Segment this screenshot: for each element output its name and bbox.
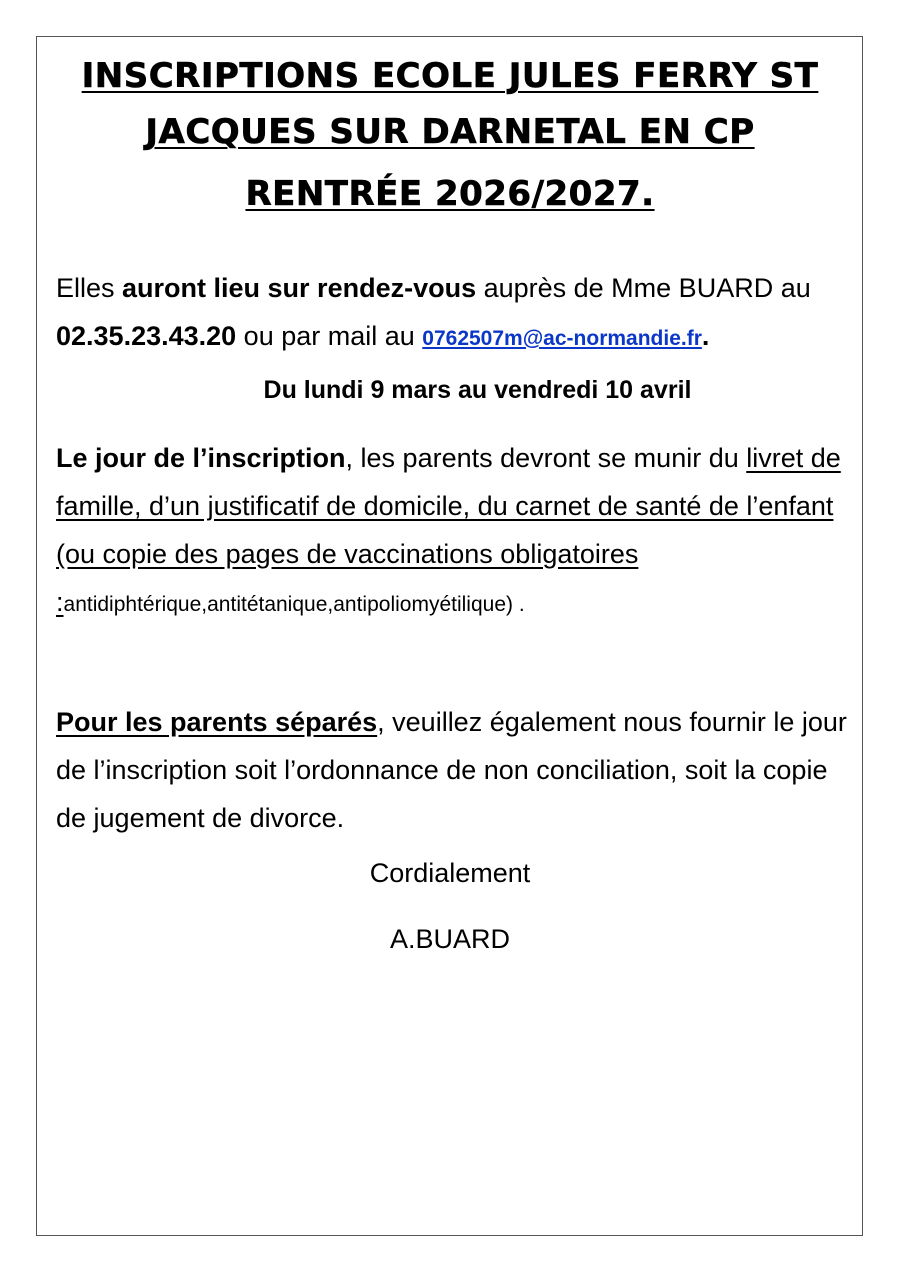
closing-text: Cordialement — [369, 858, 531, 888]
title-line-2: JACQUES SUR DARNETAL EN CP — [145, 112, 755, 152]
documents-paragraph: Le jour de l’inscription, les parents devront se munir du livret de famille, d’un justificatif de domicile, du carnet de santé de l’enfant (ou copie des pages de vaccinations obligatoires :antidiphtérique,antitétanique,antipoliomyétilique) . — [56, 443, 841, 617]
documents-lead: Le jour de l’inscription — [56, 443, 346, 473]
phone-number: 02.35.23.43.20 — [56, 321, 237, 351]
registration-dates: Du lundi 9 mars au vendredi 10 avril — [263, 376, 692, 404]
signature: A.BUARD — [389, 924, 511, 954]
documents-list: livret de famille, d’un justificatif de domicile, du carnet de santé de l’enfant (ou copie des pages de vaccinations obligatoires : — [56, 443, 841, 617]
separated-parents-paragraph: Pour les parents séparés, veuillez également nous fournir le jour de l’inscription soit l’ordonnance de non conciliation, soit la copie de jugement de divorce. — [56, 707, 847, 833]
page-border — [36, 36, 863, 1236]
title-line-3: RENTRÉE 2026/2027. — [245, 174, 655, 214]
title-line-1: INSCRIPTIONS ECOLE JULES FERRY ST — [81, 56, 819, 96]
email-link[interactable]: 0762507m@ac-normandie.fr — [422, 327, 702, 350]
intro-paragraph: Elles auront lieu sur rendez-vous auprès de Mme BUARD au 02.35.23.43.20 ou par mail au 0762507m@ac-normandie.fr. — [56, 273, 811, 351]
vaccines-list: antidiphtérique,antitétanique,antipoliomyétilique) . — [63, 593, 525, 616]
appointment-text: auront lieu sur rendez-vous — [122, 273, 477, 303]
separated-parents-lead: Pour les parents séparés — [56, 707, 378, 737]
